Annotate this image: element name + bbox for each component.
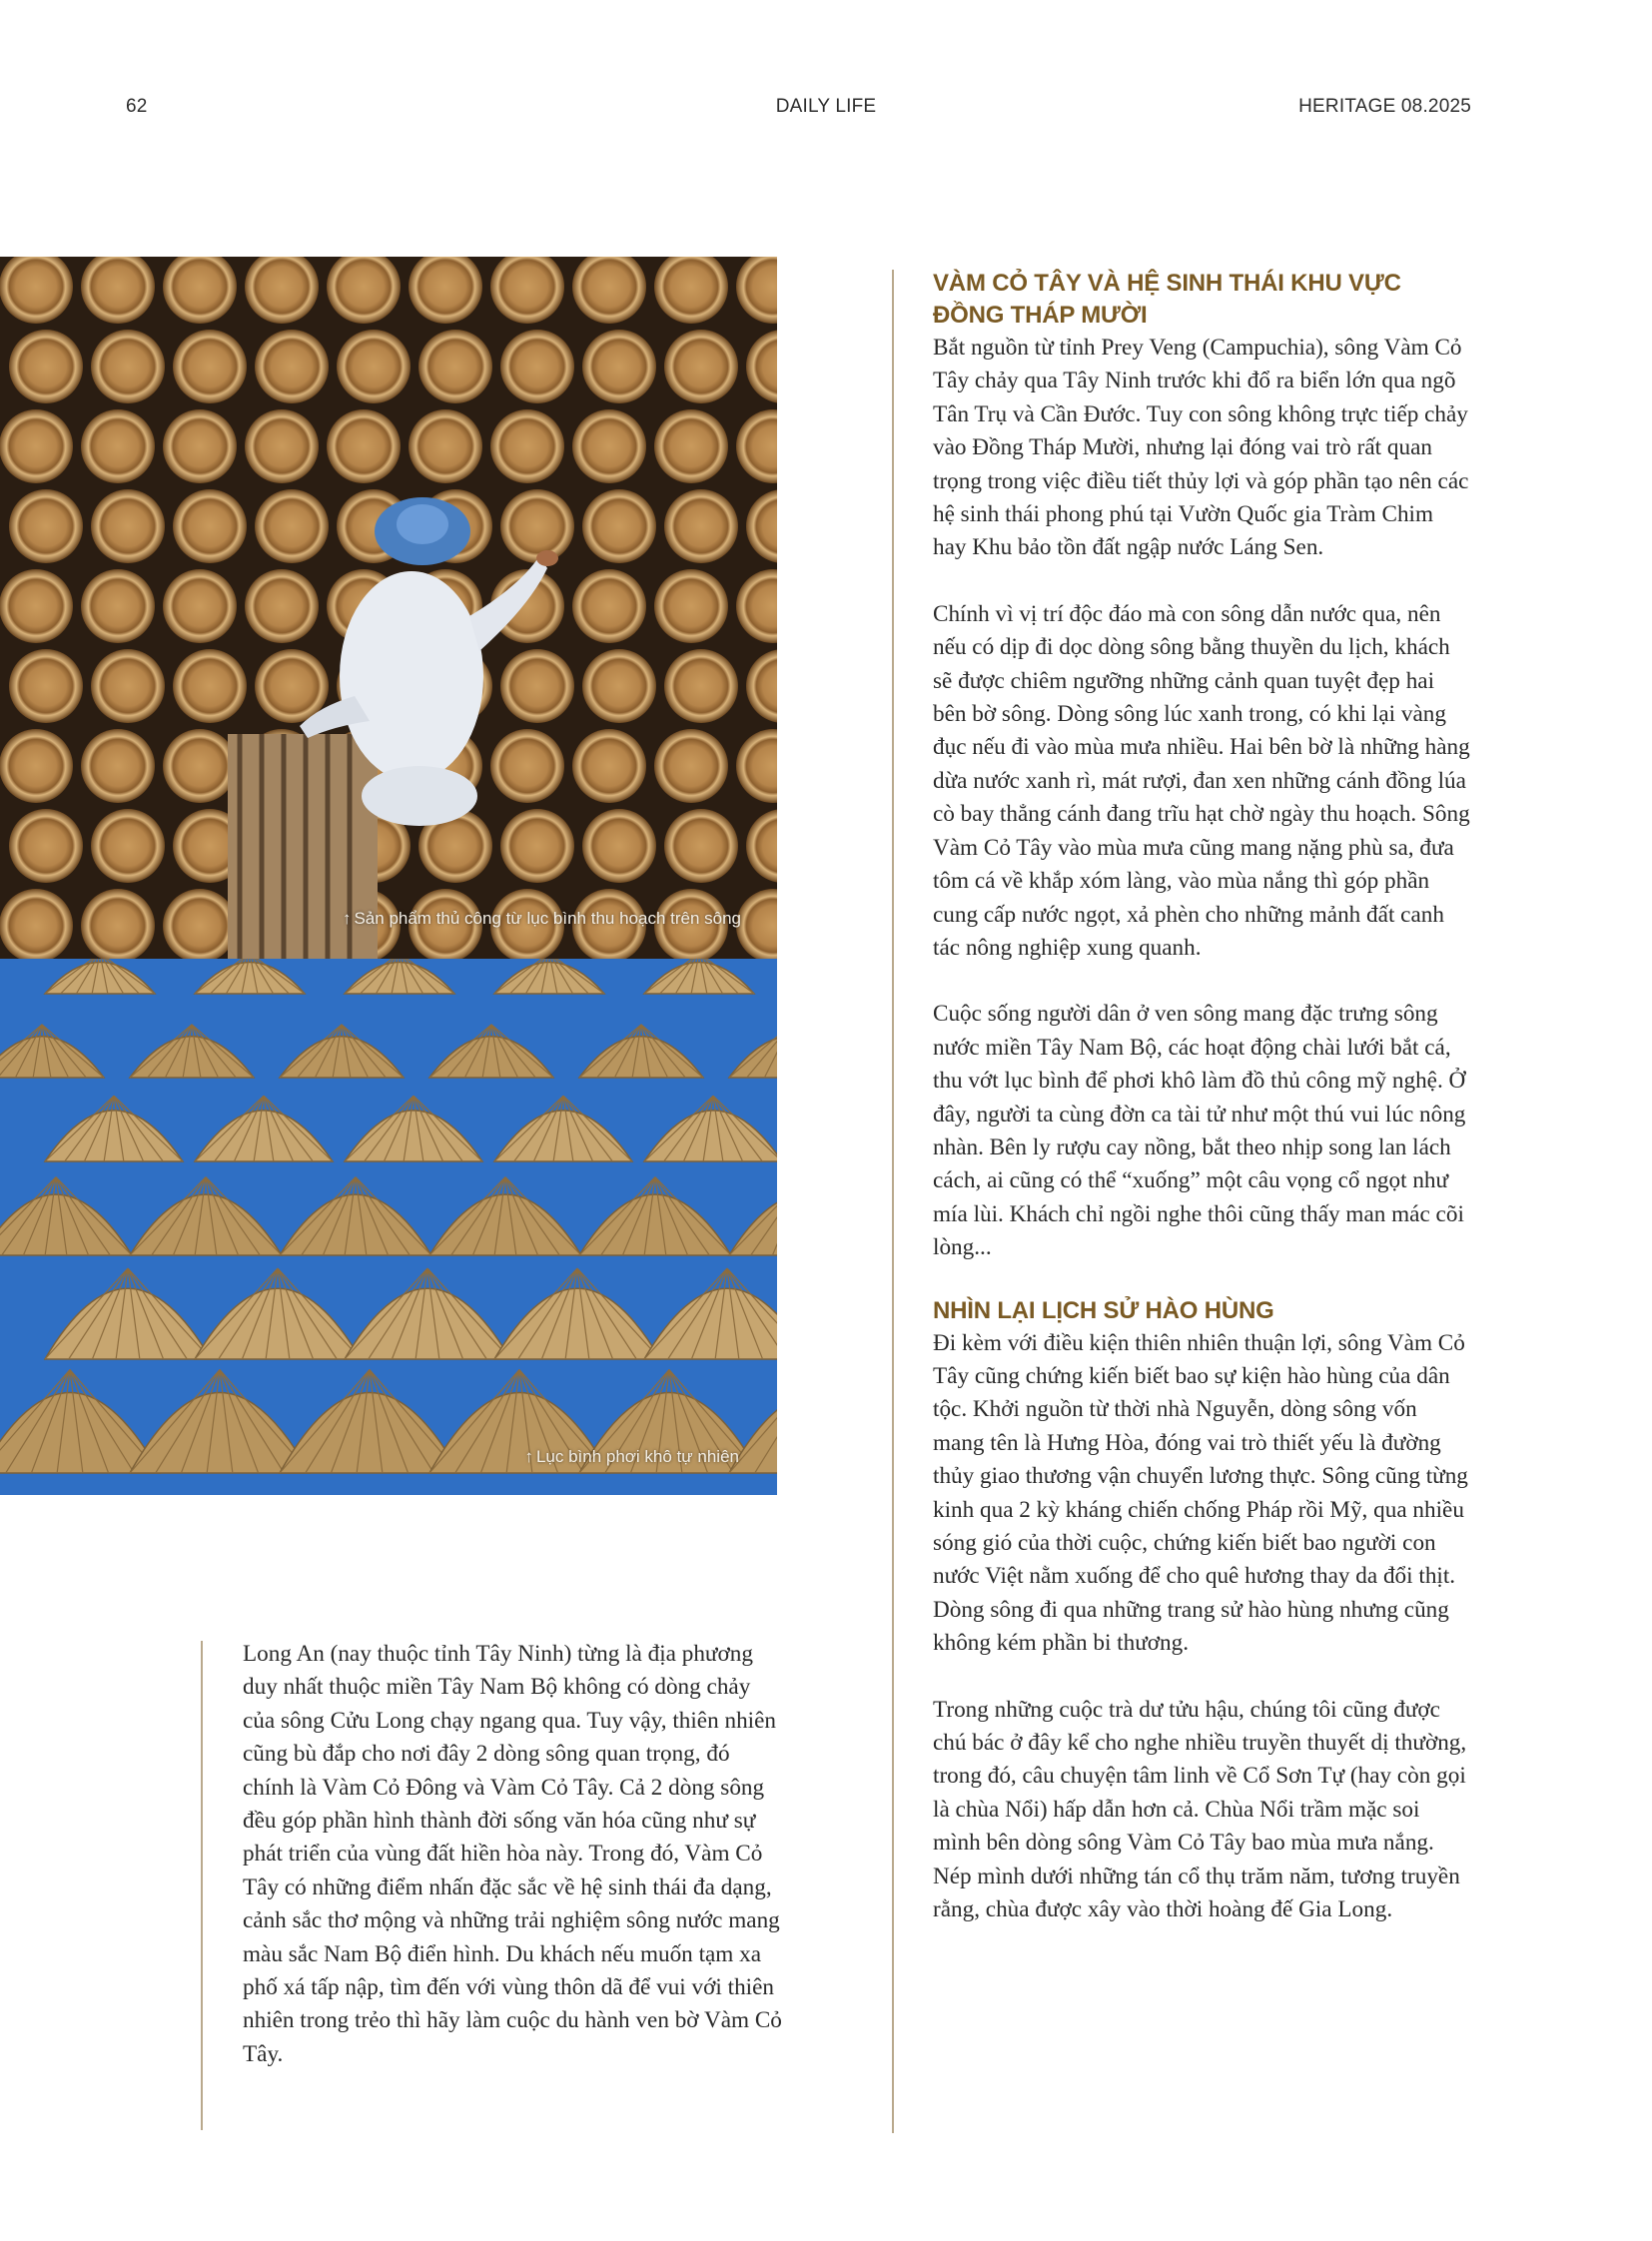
basket [664, 489, 738, 563]
basket [654, 569, 728, 643]
photo-baskets [0, 257, 777, 959]
section-heading-history: NHÌN LẠI LỊCH SỬ HÀO HÙNG [933, 1296, 1274, 1324]
basket [9, 809, 83, 883]
basket [572, 729, 646, 803]
magazine-issue: HERITAGE 08.2025 [1298, 96, 1471, 117]
basket [0, 409, 73, 483]
basket [81, 729, 155, 803]
basket [245, 569, 319, 643]
caption-text: Sản phẩm thủ công từ lục bình thu hoạch trên sông [354, 909, 741, 928]
basket [582, 809, 656, 883]
basket [500, 330, 574, 403]
basket [664, 330, 738, 403]
section-title: DAILY LIFE [775, 96, 877, 117]
photo-caption-baskets [343, 909, 741, 929]
basket [255, 330, 329, 403]
paragraph: Chính vì vị trí độc đáo mà con sông dẫn nước qua, nên nếu có dịp đi dọc dòng sông bằng thuyền du lịch, khách sẽ được chiêm ngưỡng những cảnh quan tuyệt đẹp hai bên bờ sông. Dòng sông lúc xanh trong, có khi lại vàng đục nếu đi vào mùa mưa nhiều. Hai bên bờ là những hàng dừa nước xanh rì, mát rượi, đan xen những cánh đồng lúa cò bay thẳng cánh đang trĩu hạt chờ ngày thu hoạch. Sông Vàm Cỏ Tây vào mùa mưa cũng mang nặng phù sa, đưa tôm cá về khắp xóm làng, vào mùa nắng thì góp phần cung cấp nước ngọt, xả phèn cho những mảnh đất canh tác nông nghiệp xung quanh. [933, 600, 1470, 961]
basket [0, 729, 73, 803]
basket [9, 330, 83, 403]
basket [9, 489, 83, 563]
paragraph: Cuộc sống người dân ở ven sông mang đặc trưng sông nước miền Tây Nam Bộ, các hoạt động chài lưới bắt cá, thu vớt lục bình để phơi khô làm đồ thủ công mỹ nghệ. Ở đây, người ta cùng đờn ca tài tử như một thú vui lúc nông nhàn. Bên ly rượu cay nồng, bắt theo nhịp song lan lách cách, ai cũng có thể “xuống” một câu vọng cổ ngọt như mía lùi. Khách chỉ ngồi nghe thôi cũng thấy man mác cõi lòng... [933, 1001, 1466, 1261]
basket [173, 489, 247, 563]
basket [418, 330, 492, 403]
basket [0, 569, 73, 643]
basket [91, 330, 165, 403]
basket [337, 330, 411, 403]
column-rule-left [201, 1641, 203, 2130]
basket [173, 649, 247, 723]
basket [582, 649, 656, 723]
basket [163, 569, 237, 643]
paragraph: Đi kèm với điều kiện thiên nhiên thuận lợi, sông Vàm Cỏ Tây cũng chứng kiến biết bao sự kiện hào hùng của dân tộc. Khởi nguồn từ thời nhà Nguyễn, dòng sông vốn mang tên là Hưng Hòa, đóng vai trò thiết yếu là đường thủy giao thương vận chuyển lương thực. Sông cũng từng kinh qua 2 kỳ kháng chiến chống Pháp rồi Mỹ, qua nhiều sóng gió của thời cuộc, chứng kiến biết bao người con nước Việt nằm xuống để cho quê hương thay da đổi thịt. Dòng sông đi qua những trang sử hào hùng nhưng cũng không kém phần bi thương. [933, 1329, 1468, 1657]
basket [582, 489, 656, 563]
basket [255, 649, 329, 723]
basket [572, 409, 646, 483]
basket [654, 729, 728, 803]
basket [654, 409, 728, 483]
basket [500, 649, 574, 723]
basket [163, 729, 237, 803]
paragraph: Trong những cuộc trà dư tửu hậu, chúng tôi cũng được chú bác ở đây kể cho nghe nhiều truyền thuyết dị thường, trong đó, câu chuyện tâm linh về Cổ Sơn Tự (hay còn gọi là chùa Nổi) hấp dẫn hơn cả. Chùa Nổi trầm mặc soi mình bên dòng sông Vàm Cỏ Tây bao mùa mưa nắng. Nép mình dưới những tán cổ thụ trăm năm, tương truyền rằng, chùa được xây vào thời hoàng đế Gia Long. [933, 1696, 1467, 1923]
basket [500, 809, 574, 883]
heading-line-1: VÀM CỎ TÂY VÀ HỆ SINH THÁI KHU VỰC [933, 270, 1401, 297]
column-rule-right [892, 270, 894, 2133]
baskets-illustration [0, 257, 777, 959]
drying-hyacinth-illustration [0, 959, 777, 1495]
basket [327, 409, 401, 483]
basket [572, 569, 646, 643]
photo-drying-hyacinth [0, 959, 777, 1495]
basket [81, 409, 155, 483]
intro-paragraph: Long An (nay thuộc tỉnh Tây Ninh) từng là địa phương duy nhất thuộc miền Tây Nam Bộ không có dòng chảy của sông Cửu Long chạy ngang qua. Tuy vậy, thiên nhiên cũng bù đắp cho nơi đây 2 dòng sông quan trọng, đó chính là Vàm Cỏ Đông và Vàm Cỏ Tây. Cả 2 dòng sông đều góp phần hình thành đời sống văn hóa cũng như sự phát triển của vùng đất hiền hòa này. Trong đó, Vàm Cỏ Tây có những điểm nhấn đặc sắc về hệ sinh thái đa dạng, cảnh sắc thơ mộng và những trải nghiệm sông nước mang màu sắc Nam Bộ điển hình. Du khách nếu muốn tạm xa phố xá tấp nập, tìm đến với vùng thôn dã để vui với thiên nhiên trong trẻo thì hãy làm cuộc du hành ven bờ Vàm Cỏ Tây. [243, 1641, 782, 2067]
page-number: 62 [126, 96, 148, 117]
basket [582, 330, 656, 403]
basket [81, 569, 155, 643]
arrow-up-icon: ↑ [524, 1447, 533, 1466]
article-intro-column [243, 1638, 782, 2104]
section-heading-ecosystem [933, 268, 1472, 332]
caption-text: Lục bình phơi khô tự nhiên [535, 1447, 739, 1466]
photo-caption-hyacinth [524, 1447, 739, 1467]
basket [490, 729, 564, 803]
basket [163, 409, 237, 483]
basket [409, 409, 482, 483]
basket [173, 330, 247, 403]
basket [490, 409, 564, 483]
paragraph: Bắt nguồn từ tỉnh Prey Veng (Campuchia), sông Vàm Cỏ Tây chảy qua Tây Ninh trước khi đổ ra biển lớn qua ngõ Tân Trụ và Cần Đước. Tuy con sông không trực tiếp chảy vào Đồng Tháp Mười, nhưng lại đóng vai trò rất quan trọng trong việc điều tiết thủy lợi và góp phần tạo nên các hệ sinh thái phong phú tại Vườn Quốc gia Tràm Chim hay Khu bảo tồn đất ngập nước Láng Sen. [933, 335, 1469, 561]
basket [500, 489, 574, 563]
basket [91, 489, 165, 563]
basket [245, 409, 319, 483]
article-main-column [933, 268, 1472, 1959]
basket [91, 809, 165, 883]
basket [91, 649, 165, 723]
heading-line-2: ĐỒNG THÁP MƯỜI [933, 302, 1148, 329]
basket [664, 649, 738, 723]
basket [255, 489, 329, 563]
basket [664, 809, 738, 883]
basket [9, 649, 83, 723]
arrow-up-icon: ↑ [342, 909, 352, 928]
